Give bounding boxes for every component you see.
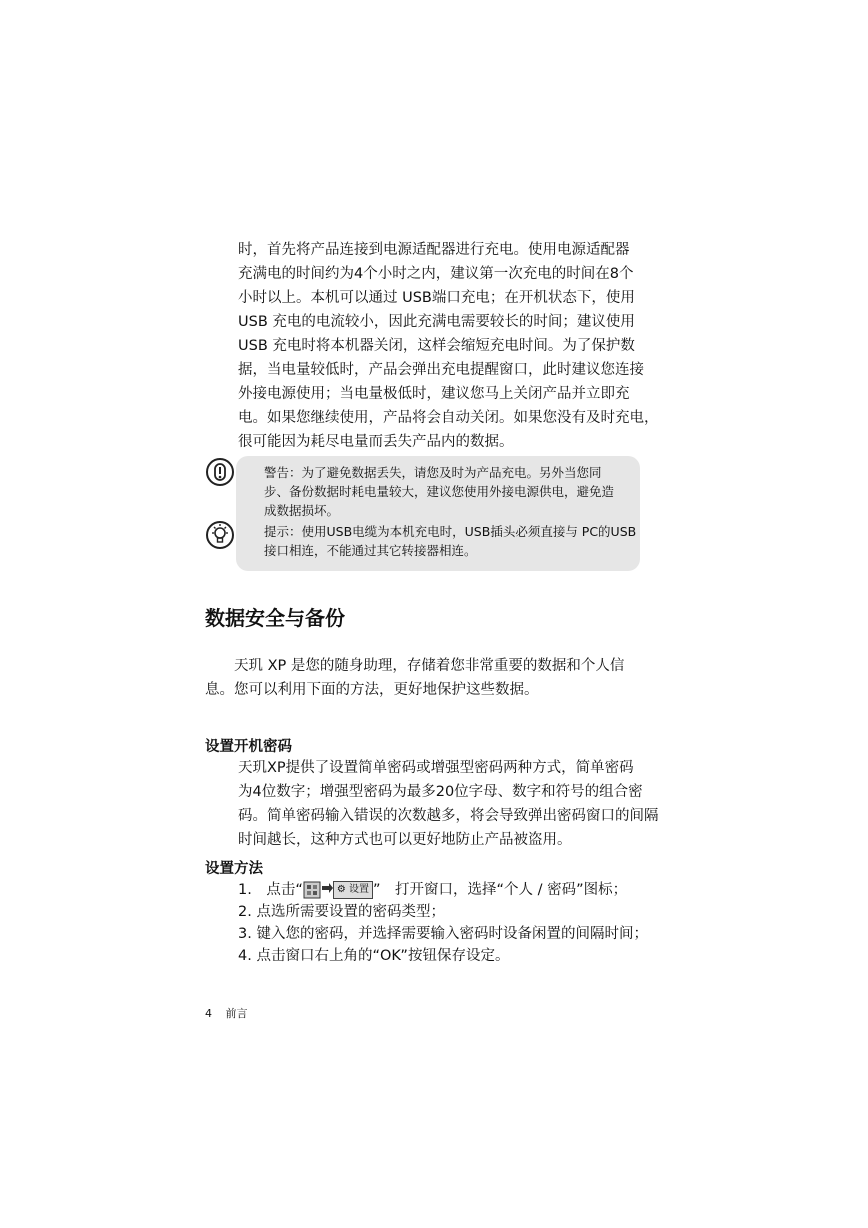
page-number: 4 (205, 1007, 212, 1020)
charging-paragraph (238, 238, 659, 454)
intro-line: 息。您可以利用下面的方法，更好地保护这些数据。 (205, 682, 539, 698)
section-title: 数据安全与备份 (205, 606, 345, 630)
warning-line: 警告：为了避免数据丢失，请您及时为产品充电。另外当您同 (264, 465, 602, 480)
lightbulb-icon (204, 519, 236, 551)
intro-line: 天玑 XP 是您的随身助理，存储着您非常重要的数据和个人信 (205, 658, 625, 674)
password-heading: 设置开机密码 (205, 739, 292, 755)
paragraph-line: 电。如果您继续使用，产品将会自动关闭。如果您没有及时充电， (238, 410, 659, 426)
paragraph-line: 充满电的时间约为4个小时之内，建议第一次充电的时间在8个 (238, 266, 634, 282)
settings-icon-label: 设置 (349, 884, 370, 895)
paragraph-line: USB 充电时将本机器关闭，这样会缩短充电时间。为了保护数 (238, 338, 635, 354)
step-1 (238, 879, 648, 901)
password-line: 为4位数字；增强型密码为最多20位字母、数字和符号的组合密 (238, 784, 643, 800)
method-heading: 设置方法 (205, 861, 263, 877)
section-intro (205, 654, 641, 702)
paragraph-line: USB 充电的电流较小，因此充满电需要较长的时间；建议使用 (238, 314, 635, 330)
paragraph-line: 很可能因为耗尽电量而丢失产品内的数据。 (238, 434, 514, 450)
step-4: 4. 点击窗口右上角的“OK”按钮保存设定。 (238, 948, 510, 964)
password-line: 天玑XP提供了设置简单密码或增强型密码两种方式，简单密码 (238, 760, 634, 776)
exclamation-circle-icon (204, 456, 236, 488)
tip-note (264, 522, 636, 560)
method-steps (238, 879, 648, 967)
page-footer (205, 1005, 258, 1021)
settings-icon-button: ⚙ 设置 (333, 881, 373, 899)
arrow-icon (321, 883, 333, 897)
paragraph-line: 据，当电量较低时，产品会弹出充电提醒窗口，此时建议您连接 (238, 362, 644, 378)
warning-line: 步、备份数据时耗电量较大，建议您使用外接电源供电，避免造 (264, 484, 615, 499)
password-line: 时间越长，这种方式也可以更好地防止产品被盗用。 (238, 832, 572, 848)
chapter-name: 前言 (225, 1007, 248, 1020)
step-1-prefix: 1. 点击“ (238, 882, 303, 898)
step-1-suffix: ” 打开窗口，选择“个人 / 密码”图标； (373, 882, 628, 898)
tip-line: 提示：使用USB电缆为本机充电时，USB插头必须直接与 PC的USB (264, 524, 637, 539)
paragraph-line: 时，首先将产品连接到电源适配器进行充电。使用电源适配器 (238, 242, 630, 258)
start-menu-icon (303, 881, 321, 899)
paragraph-line: 外接电源使用；当电量极低时，建议您马上关闭产品并立即充 (238, 386, 630, 402)
tip-line: 接口相连，不能通过其它转接器相连。 (264, 543, 477, 558)
step-3: 3. 键入您的密码，并选择需要输入密码时设备闲置的间隔时间； (238, 926, 648, 942)
warning-note (264, 463, 636, 520)
password-paragraph (238, 756, 659, 852)
step-2: 2. 点选所需要设置的密码类型； (238, 904, 445, 920)
password-line: 码。简单密码输入错误的次数越多，将会导致弹出密码窗口的间隔 (238, 808, 659, 824)
warning-line: 成数据损坏。 (264, 503, 340, 518)
paragraph-line: 小时以上。本机可以通过 USB端口充电；在开机状态下，使用 (238, 290, 635, 306)
